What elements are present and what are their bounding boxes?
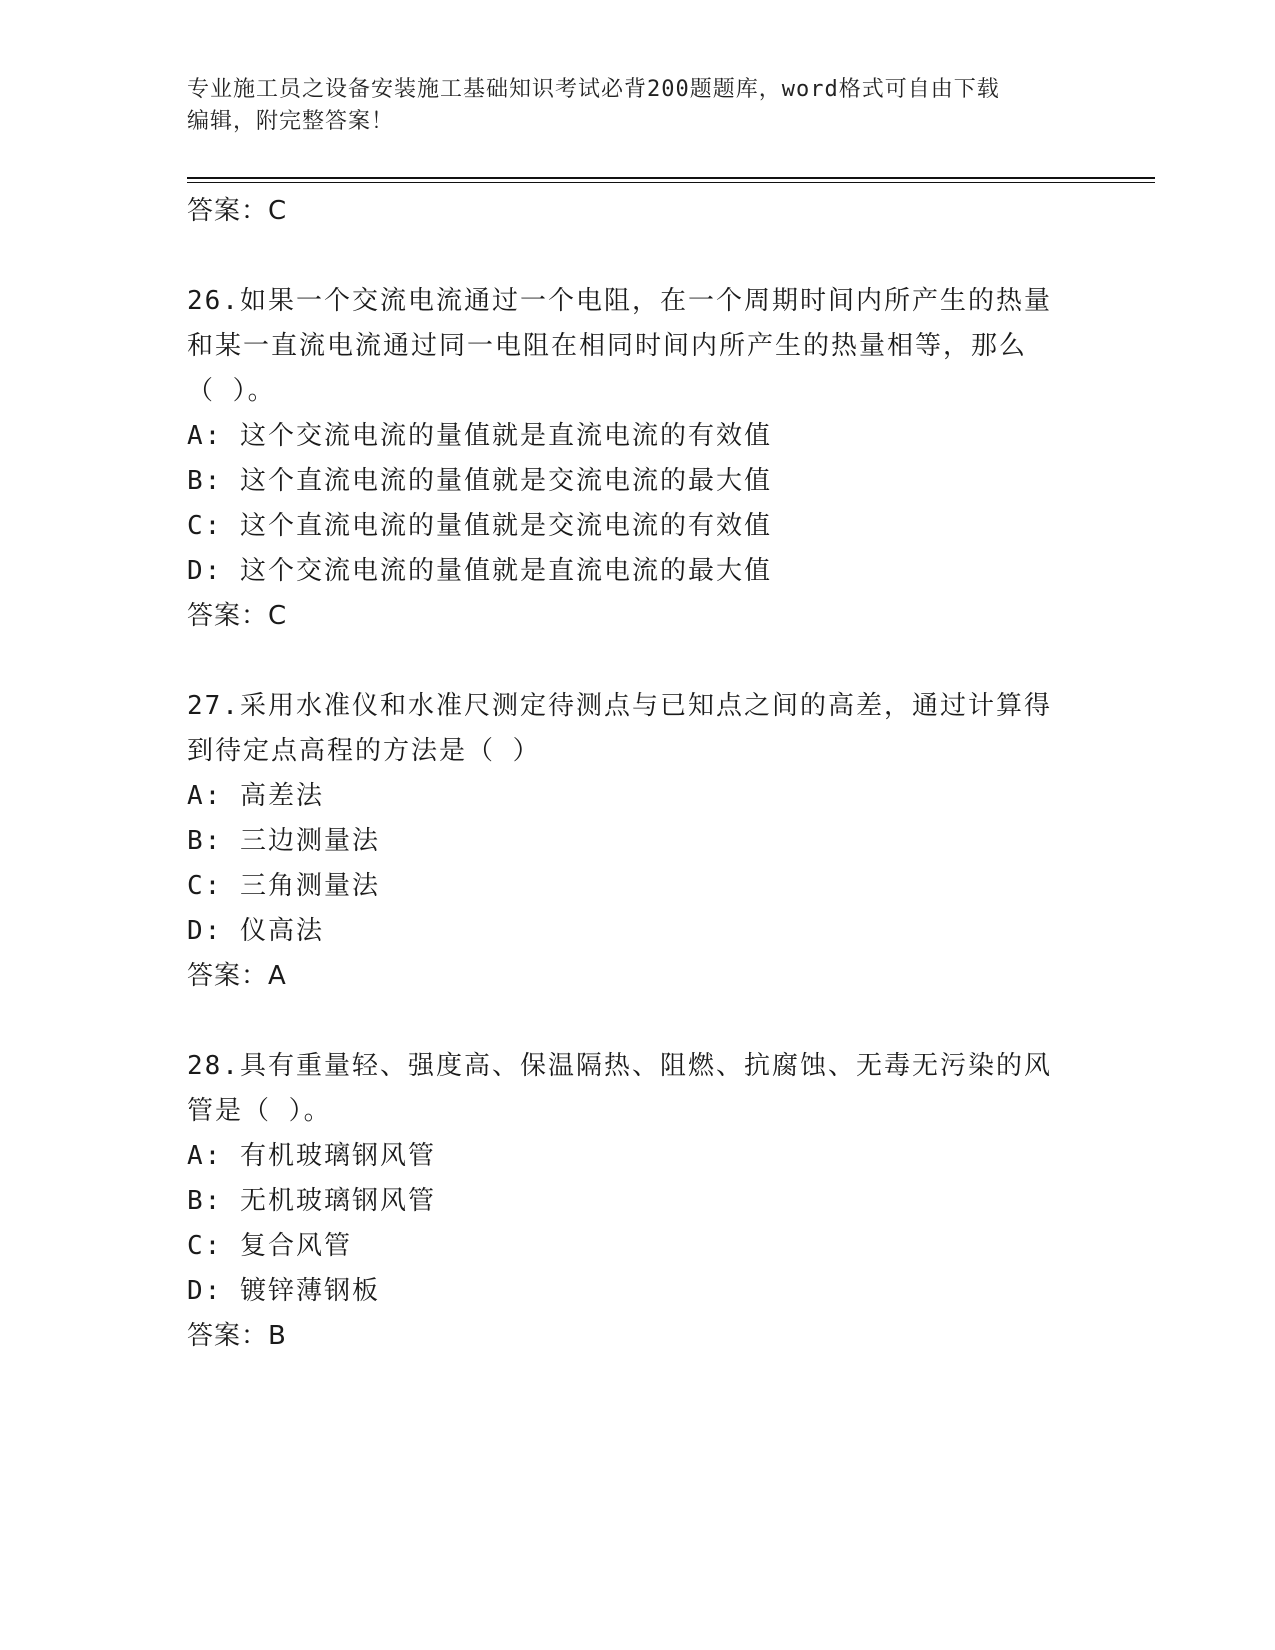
option-a: A: 这个交流电流的量值就是直流电流的有效值 [187,421,772,451]
option-d: D: 镀锌薄钢板 [187,1276,380,1306]
option-b: B: 三边测量法 [187,826,380,856]
option-c: C: 这个直流电流的量值就是交流电流的有效值 [187,511,772,541]
question-28 [187,1044,1087,1359]
option-b: B: 这个直流电流的量值就是交流电流的最大值 [187,466,772,496]
stem-line: 到待定点高程的方法是（ ） [187,736,541,766]
question-list [187,189,1087,1359]
option-c: C: 复合风管 [187,1231,352,1261]
document-header [187,74,1077,138]
answer: 答案：C [187,601,288,631]
header-title-line-2: 编辑，附完整答案！ [187,109,395,134]
spacer [187,999,1087,1044]
spacer [187,234,1087,279]
option-b: B: 无机玻璃钢风管 [187,1186,436,1216]
stem-line: 管是（ ）。 [187,1096,332,1126]
option-c: C: 三角测量法 [187,871,380,901]
answer: 答案：B [187,1321,287,1351]
question-stem [187,1044,1087,1134]
spacer [187,639,1087,684]
question-27 [187,684,1087,999]
stem-line: （ ）。 [187,376,276,406]
option-a: A: 高差法 [187,781,324,811]
stem-line: 26.如果一个交流电流通过一个电阻，在一个周期时间内所产生的热量 [187,286,1052,316]
header-divider-thick [187,177,1155,179]
option-d: D: 这个交流电流的量值就是直流电流的最大值 [187,556,772,586]
header-divider-thin [187,182,1155,183]
option-a: A: 有机玻璃钢风管 [187,1141,436,1171]
header-title-line-1: 专业施工员之设备安装施工基础知识考试必背200题题库，word格式可自由下载 [187,77,1000,102]
stem-line: 27.采用水准仪和水准尺测定待测点与已知点之间的高差，通过计算得 [187,691,1052,721]
question-stem [187,279,1087,414]
question-26 [187,279,1087,639]
option-d: D: 仪高法 [187,916,324,946]
question-stem [187,684,1087,774]
previous-answer: 答案：C [187,196,288,226]
stem-line: 和某一直流电流通过同一电阻在相同时间内所产生的热量相等，那么 [187,331,1028,361]
stem-line: 28.具有重量轻、强度高、保温隔热、阻燃、抗腐蚀、无毒无污染的风 [187,1051,1052,1081]
answer: 答案：A [187,961,287,991]
